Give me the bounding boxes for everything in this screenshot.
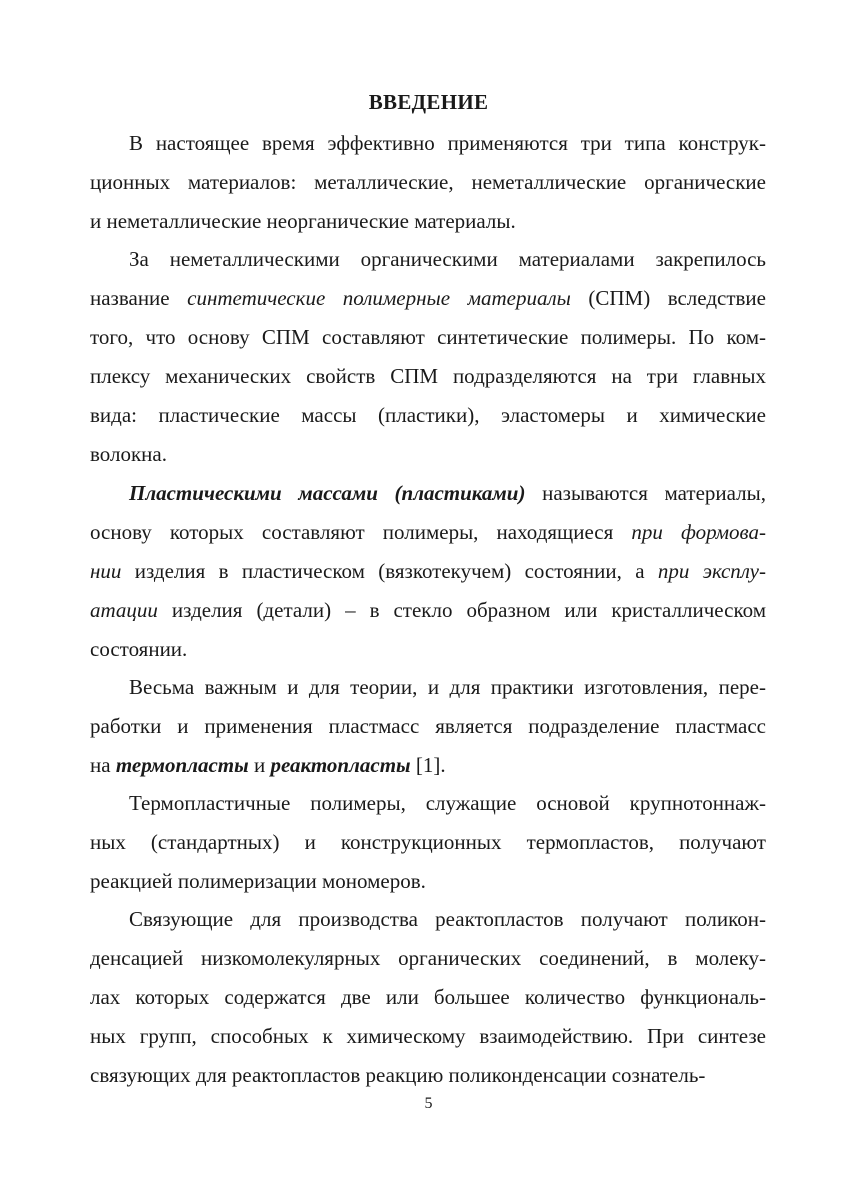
text-run: ционных материалов: металлические, неметаллические органические <box>90 170 766 194</box>
text-run: ных (стандартных) и конструкционных термопластов, получают <box>90 830 766 854</box>
text-run: состоянии. <box>90 637 188 661</box>
text-run: Связующие для производства реактопластов получают поликон- <box>129 907 766 931</box>
text-line <box>90 169 766 195</box>
text-line <box>129 246 766 272</box>
text-line <box>90 713 766 739</box>
text-run: изделия (детали) – в стекло образном или кристаллическом <box>157 598 766 622</box>
text-run: того, что основу СПМ составляют синтетические полимеры. По ком- <box>90 325 766 349</box>
text-line <box>90 1023 766 1049</box>
text-run: вида: пластические массы (пластики), эластомеры и химические <box>90 403 766 427</box>
text-run: и <box>248 753 271 777</box>
text-line <box>90 752 766 778</box>
page-number: 5 <box>424 1095 433 1112</box>
text-line <box>90 945 766 971</box>
italic-term: при формова- <box>631 520 766 544</box>
text-run: реакцией полимеризации мономеров. <box>90 869 426 893</box>
text-line <box>129 674 766 700</box>
text-line <box>90 829 766 855</box>
text-run: изделия в пластическом (вязкотекучем) состоянии, а <box>121 559 658 583</box>
text-line <box>90 519 766 545</box>
text-line <box>90 402 766 428</box>
text-run: В настоящее время эффективно применяются три типа конструк- <box>129 131 766 155</box>
bold-italic-term: термопласты <box>115 753 249 777</box>
section-title: ВВЕДЕНИЕ <box>368 90 489 114</box>
text-run: денсацией низкомолекулярных органических соединений, в молеку- <box>90 946 766 970</box>
text-line <box>90 441 766 467</box>
text-line <box>90 868 766 894</box>
text-run: лах которых содержатся две или большее количество функциональ- <box>90 985 766 1009</box>
text-line <box>90 285 766 311</box>
italic-term: атации <box>90 598 158 622</box>
text-line <box>90 208 766 234</box>
text-line <box>90 984 766 1010</box>
bold-italic-term: реактопласты <box>270 753 411 777</box>
text-run: волокна. <box>90 442 167 466</box>
text-line <box>90 597 766 623</box>
bold-italic-term: Пластическими массами (пластиками) <box>129 481 526 505</box>
text-line <box>129 906 766 932</box>
text-line <box>129 130 766 156</box>
text-run: Термопластичные полимеры, служащие основой крупнотоннаж- <box>129 791 766 815</box>
italic-term: нии <box>90 559 122 583</box>
text-run: основу которых составляют полимеры, находящиеся <box>90 520 632 544</box>
italic-term: синтетические полимерные материалы <box>187 286 571 310</box>
italic-term: при эксплу- <box>657 559 766 583</box>
text-run: Весьма важным и для теории, и для практики изготовления, пере- <box>129 675 766 699</box>
text-run: (СПМ) вследствие <box>570 286 766 310</box>
text-line <box>90 636 766 662</box>
text-line <box>90 324 766 350</box>
text-run: плексу механических свойств СПМ подразделяются на три главных <box>90 364 766 388</box>
text-line <box>129 480 766 506</box>
text-run: [1]. <box>410 753 446 777</box>
text-line <box>90 558 766 584</box>
text-run: ных групп, способных к химическому взаимодействию. При синтезе <box>90 1024 766 1048</box>
text-run: связующих для реактопластов реакцию поликонденсации сознатель- <box>90 1063 706 1087</box>
text-run: называются материалы, <box>525 481 766 505</box>
text-line <box>129 790 766 816</box>
text-run: название <box>90 286 188 310</box>
text-run: За неметаллическими органическими материалами закрепилось <box>129 247 766 271</box>
text-run: работки и применения пластмасс является подразделение пластмасс <box>90 714 766 738</box>
text-line <box>90 363 766 389</box>
text-line <box>90 1062 766 1088</box>
text-run: на <box>90 753 116 777</box>
text-run: и неметаллические неорганические материалы. <box>90 209 516 233</box>
